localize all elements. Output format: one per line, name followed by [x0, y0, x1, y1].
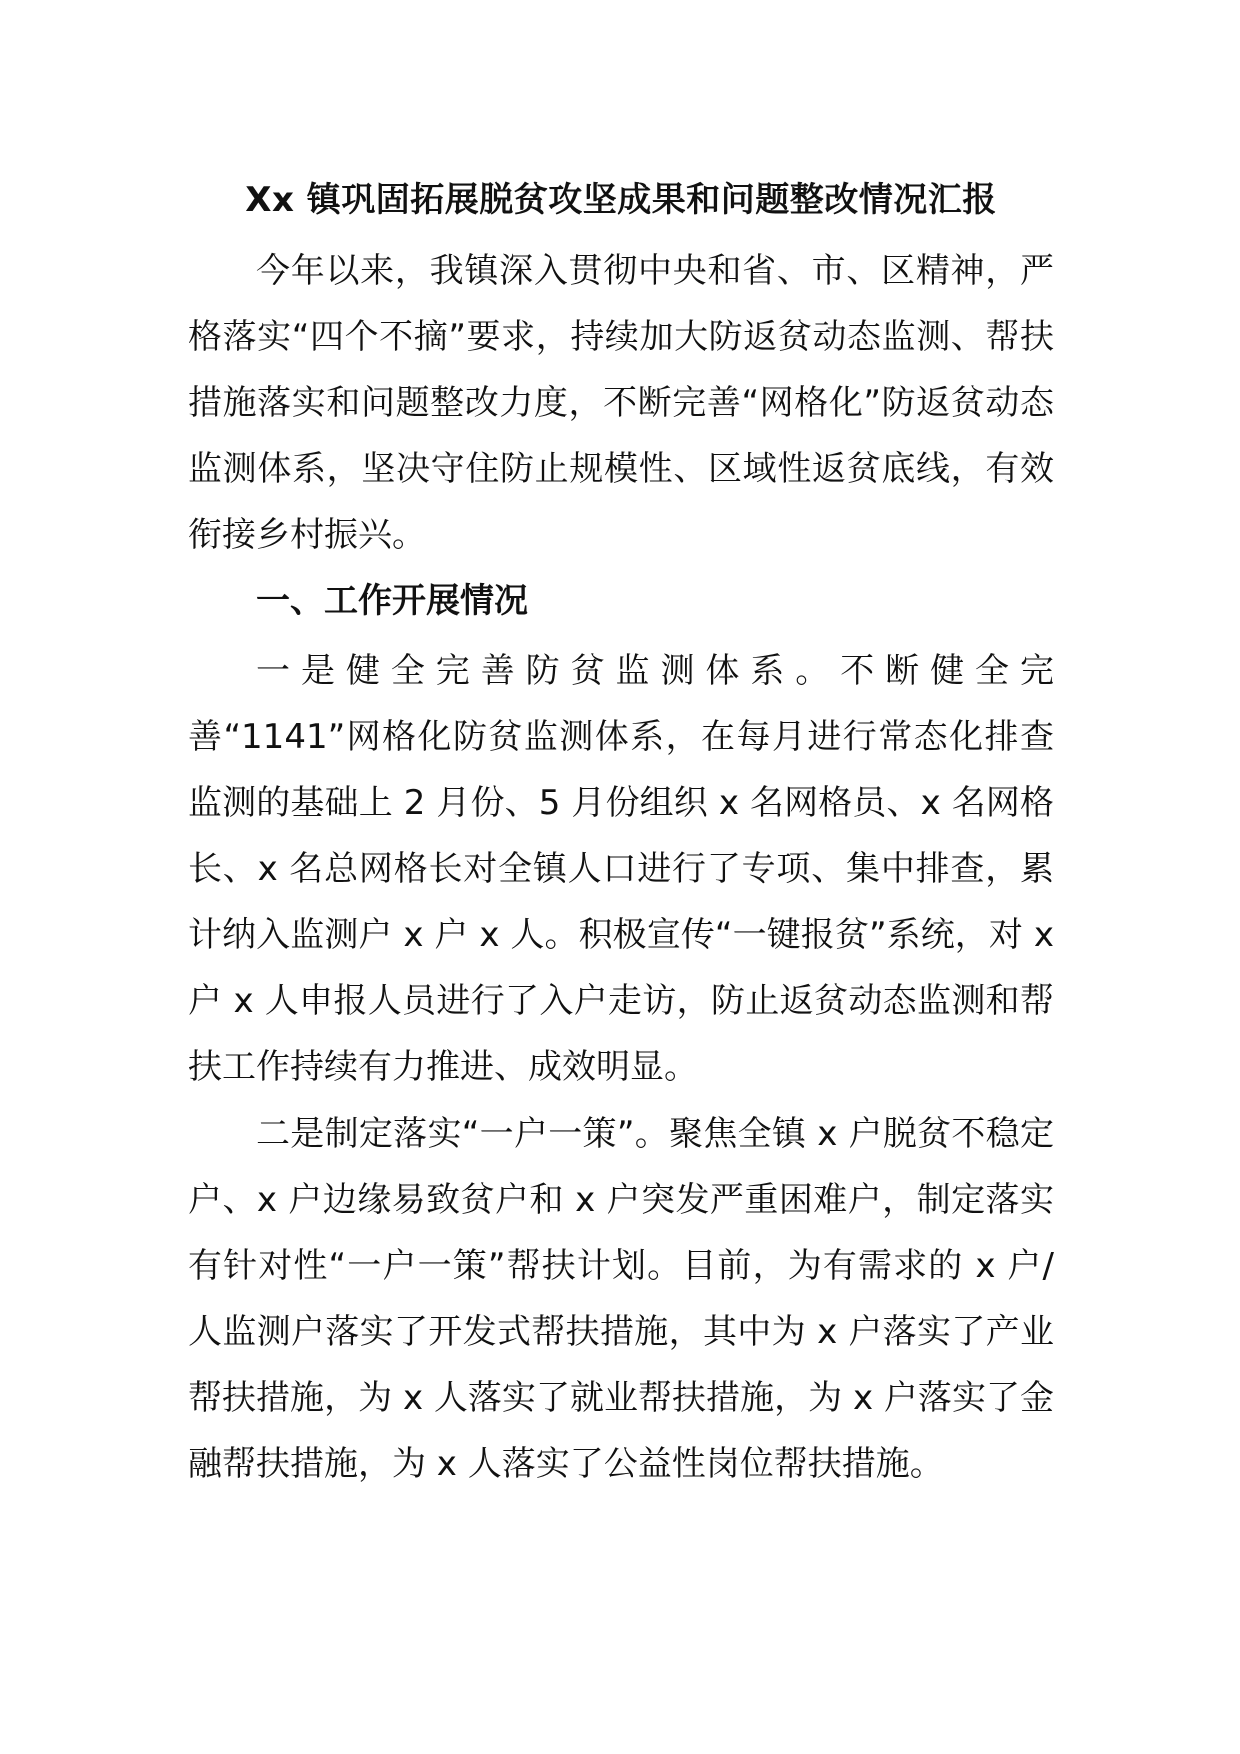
- section-paragraph-2: 二是制定落实“一户一策”。聚焦全镇 x 户脱贫不稳定户、x 户边缘易致贫户和 x 户突发严重困难户，制定落实有针对性“一户一策”帮扶计划。目前，为有需求的 x 户/人监测户落实了开发式帮扶措施，其中为 x 户落实了产业帮扶措施，为 x 人落实了就业帮扶措施，为 x 户落实了金融帮扶措施，为 x 人落实了公益性岗位帮扶措施。: [188, 1114, 1054, 1484]
- section-paragraph-block-1: [188, 638, 1054, 1100]
- section-paragraph-1: 一是健全完善防贫监测体系。不断健全完善“1141”网格化防贫监测体系，在每月进行常态化排查监测的基础上 2 月份、5 月份组织 x 名网格员、x 名网格长、x 名总网格长对全镇人口进行了专项、集中排查，累计纳入监测户 x 户 x 人。积极宣传“一键报贫”系统，对 x 户 x 人申报人员进行了入户走访，防止返贫动态监测和帮扶工作持续有力推进、成效明显。: [188, 651, 1054, 1087]
- section-heading: 一、工作开展情况: [256, 581, 528, 621]
- section-paragraph-block-2: [188, 1101, 1054, 1497]
- intro-paragraph-block: [188, 238, 1054, 568]
- intro-paragraph: 今年以来，我镇深入贯彻中央和省、市、区精神，严格落实“四个不摘”要求，持续加大防返贫动态监测、帮扶措施落实和问题整改力度，不断完善“网格化”防返贫动态监测体系，坚决守住防止规模性、区域性返贫底线，有效衔接乡村振兴。: [188, 251, 1054, 555]
- document-title: Xx 镇巩固拓展脱贫攻坚成果和问题整改情况汇报: [245, 180, 997, 220]
